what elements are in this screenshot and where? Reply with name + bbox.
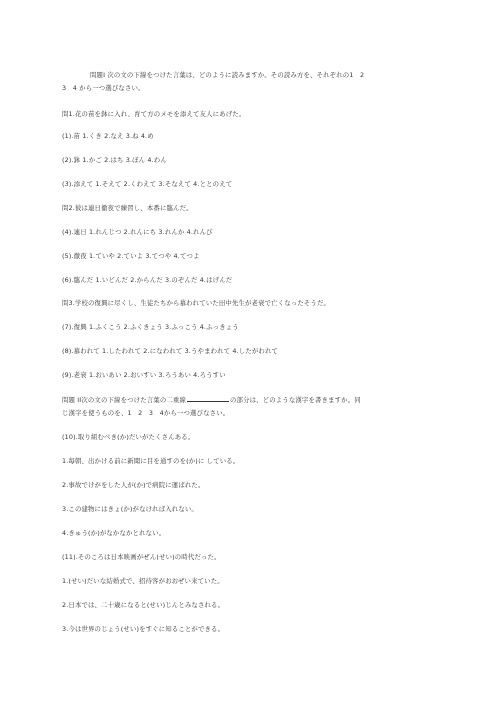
q11-option-2: 2.日本では、二十歳になると(せい)じんとみなされる。 xyxy=(62,601,225,609)
section2-intro-text-a: 問題 II次の文の下線をつけた言葉の二重線 xyxy=(62,396,186,404)
item-1: (1).苗 1.くき 2.なえ 3.ね 4.め xyxy=(62,132,154,140)
item-7: (7).復興 1.ふくこう 2.ふくきょう 3.ふっこう 4.ふっきょう xyxy=(62,323,239,331)
item-6: (6).臨んだ 1.いどんだ 2.からんだ 3.のぞんだ 4.はげんだ xyxy=(62,276,233,284)
q11-option-1: 1.(せい)だいな結婚式で、招待客がおおぜい来ていた。 xyxy=(62,577,224,585)
item-2: (2).鉢 1.かご 2.はち 3.ぼん 4.わん xyxy=(62,156,167,164)
item-3: (3).添えて 1.そえて 2.くわえて 3.そなえて 4.ととのえて xyxy=(62,180,233,188)
question-3-stem: 問3.学校の復興に尽くし、生徒たちから慕われていた田中先生が老衰で亡くなったそうだ。 xyxy=(62,299,331,307)
double-underline-blank xyxy=(187,395,229,402)
q10-option-1: 1.毎朝、出かける前に新聞に目を通すのを(か)に している。 xyxy=(62,457,240,465)
q10-option-2: 2.事故でけがをした人が(か)で病院に運ばれた。 xyxy=(62,481,205,489)
section2-intro-text-b: の部分は、どのような漢字を書きますか。同 xyxy=(229,396,361,404)
question-11-stem: (11).そのころは日本映画がぜん(せい)の時代だった。 xyxy=(62,553,221,561)
section1-intro-line1: 問題Ⅰ 次の文の下線をつけた言葉は、どのように読みますか。その読み方を、それぞれの1 2 xyxy=(90,71,365,79)
q10-option-3: 3.この建物にはきょ(か)がなければ入れない。 xyxy=(62,505,198,513)
question-1-stem: 問1.花の苗を鉢に入れ、育て方のメモを添えて友人にあげた。 xyxy=(62,110,246,118)
section2-intro-line1 xyxy=(62,395,361,405)
q11-option-3: 3.今は世界のじょう(せい)をすぐに知ることができる。 xyxy=(62,625,225,633)
item-9: (9).老衰 1.おいあい 2.おいすい 3.ろうあい 4.ろうすい xyxy=(62,371,226,379)
q10-option-4: 4.きゅう(か)がなかなかとれない。 xyxy=(62,529,166,537)
section1-intro-line2: 3 4 から一つ選びなさい。 xyxy=(62,84,145,92)
section2-intro-line2: じ漢字を使うものを、1 2 3 4から一つ選びなさい。 xyxy=(62,409,230,417)
item-5: (5).徹夜 1.ていや 2.ていよ 3.てつや 4.てつよ xyxy=(62,252,200,260)
item-4: (4).連日 1.れんじつ 2.れんにち 3.れんか 4.れんび xyxy=(62,228,213,236)
question-2-stem: 問2.彼は連日徹夜で練習し、本番に臨んだ。 xyxy=(62,204,193,212)
question-10-stem: (10).取り組むべき(か)だいがたくさんある。 xyxy=(62,433,195,441)
item-8: (8).慕われて 1.したわれて 2.になわれて 3.うやまわれて 4.したがわれて xyxy=(62,347,279,355)
